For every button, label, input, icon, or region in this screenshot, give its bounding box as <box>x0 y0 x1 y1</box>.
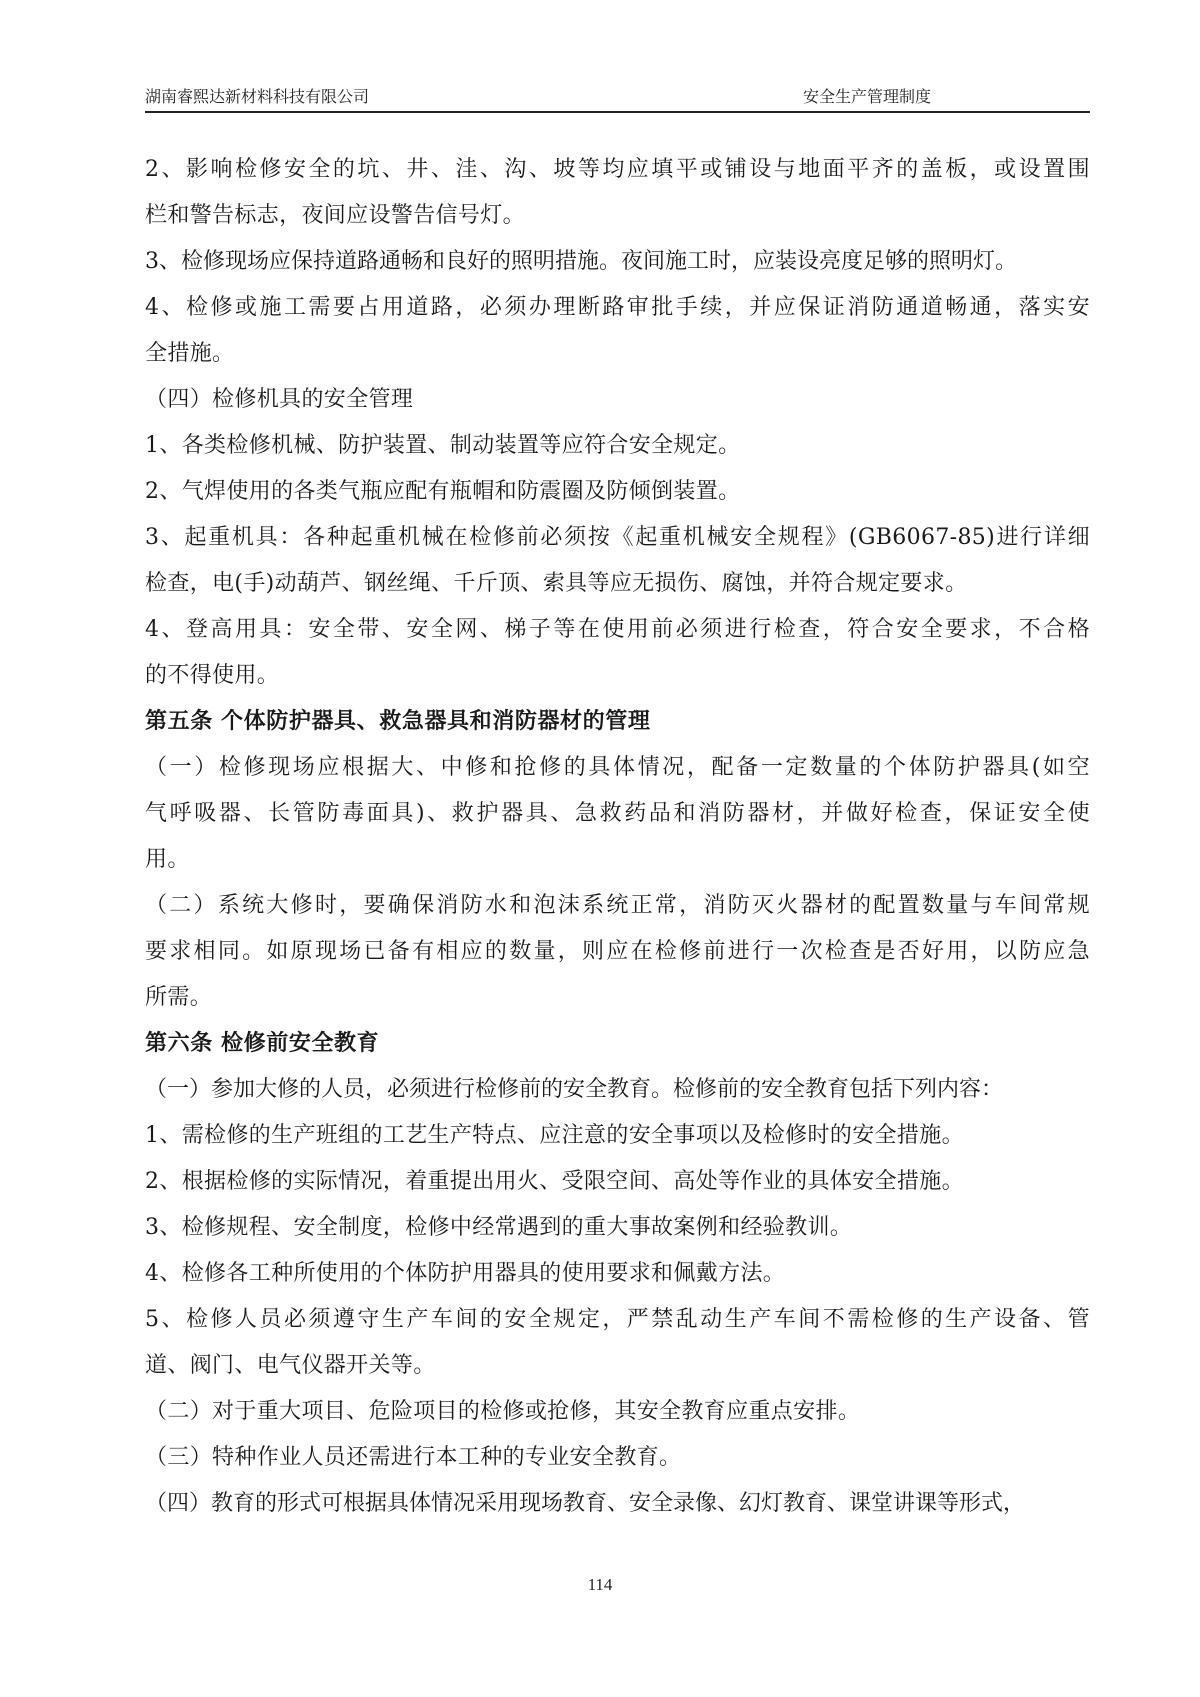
text-line: （一）参加大修的人员，必须进行检修前的安全教育。检修前的安全教育包括下列内容： <box>145 1077 1004 1102</box>
document-body <box>145 147 1090 1527</box>
text-line: （四）教育的形式可根据具体情况采用现场教育、安全录像、幻灯教育、课堂讲课等形式， <box>145 1491 1026 1516</box>
section-heading: 第六条 检修前安全教育 <box>145 1031 380 1056</box>
header-divider <box>145 111 1090 113</box>
text-line: 的不得使用。 <box>145 663 280 688</box>
text-line: 5、检修人员必须遵守生产车间的安全规定，严禁乱动生产车间不需检修的生产设备、管 <box>145 1307 1090 1332</box>
text-line: 2、根据检修的实际情况，着重提出用火、受限空间、高处等作业的具体安全措施。 <box>145 1169 964 1194</box>
text-line: （二）对于重大项目、危险项目的检修或抢修，其安全教育应重点安排。 <box>145 1399 861 1424</box>
text-line: 3、检修现场应保持道路通畅和良好的照明措施。夜间施工时，应装设亮度足够的照明灯。 <box>145 249 1018 274</box>
text-line: （三）特种作业人员还需进行本工种的专业安全教育。 <box>145 1445 682 1470</box>
text-line: 气呼吸器、长管防毒面具)、救护器具、急救药品和消防器材，并做好检查，保证安全使 <box>145 801 1090 826</box>
text-line: 3、起重机具：各种起重机械在检修前必须按《起重机械安全规程》(GB6067-85)进行详细 <box>145 525 1090 550</box>
text-line: 检查，电(手)动葫芦、钢丝绳、千斤顶、索具等应无损伤、腐蚀，并符合规定要求。 <box>145 571 968 596</box>
text-line: 3、检修规程、安全制度，检修中经常遇到的重大事故案例和经验教训。 <box>145 1215 853 1240</box>
page-number: 114 <box>587 1575 613 1594</box>
text-line: 4、检修各工种所使用的个体防护用器具的使用要求和佩戴方法。 <box>145 1261 786 1286</box>
text-line: 1、需检修的生产班组的工艺生产特点、应注意的安全事项以及检修时的安全措施。 <box>145 1123 964 1148</box>
text-line: （一）检修现场应根据大、中修和抢修的具体情况，配备一定数量的个体防护器具(如空 <box>145 755 1090 780</box>
text-line: 用。 <box>145 847 190 872</box>
text-line: 2、影响检修安全的坑、井、洼、沟、坡等均应填平或铺设与地面平齐的盖板，或设置围 <box>145 157 1090 182</box>
document-title: 安全生产管理制度 <box>803 87 932 106</box>
section-heading: 第五条 个体防护器具、救急器具和消防器材的管理 <box>145 709 651 734</box>
page-header <box>145 84 1090 110</box>
text-line: 2、气焊使用的各类气瓶应配有瓶帽和防震圈及防倾倒装置。 <box>145 479 741 504</box>
text-line: 全措施。 <box>145 341 235 366</box>
text-line: 1、各类检修机械、防护装置、制动装置等应符合安全规定。 <box>145 433 741 458</box>
company-name: 湖南睿熙达新材料科技有限公司 <box>145 87 370 106</box>
text-line: 4、检修或施工需要占用道路，必须办理断路审批手续，并应保证消防通道畅通，落实安 <box>145 295 1090 320</box>
text-line: 栏和警告标志，夜间应设警告信号灯。 <box>145 203 525 228</box>
text-line: 要求相同。如原现场已备有相应的数量，则应在检修前进行一次检查是否好用，以防应急 <box>145 939 1090 964</box>
text-line: （四）检修机具的安全管理 <box>145 387 414 412</box>
text-line: 4、登高用具：安全带、安全网、梯子等在使用前必须进行检查，符合安全要求，不合格 <box>145 617 1090 642</box>
text-line: （二）系统大修时，要确保消防水和泡沫系统正常，消防灭火器材的配置数量与车间常规 <box>145 893 1090 918</box>
text-line: 道、阀门、电气仪器开关等。 <box>145 1353 436 1378</box>
text-line: 所需。 <box>145 985 213 1010</box>
